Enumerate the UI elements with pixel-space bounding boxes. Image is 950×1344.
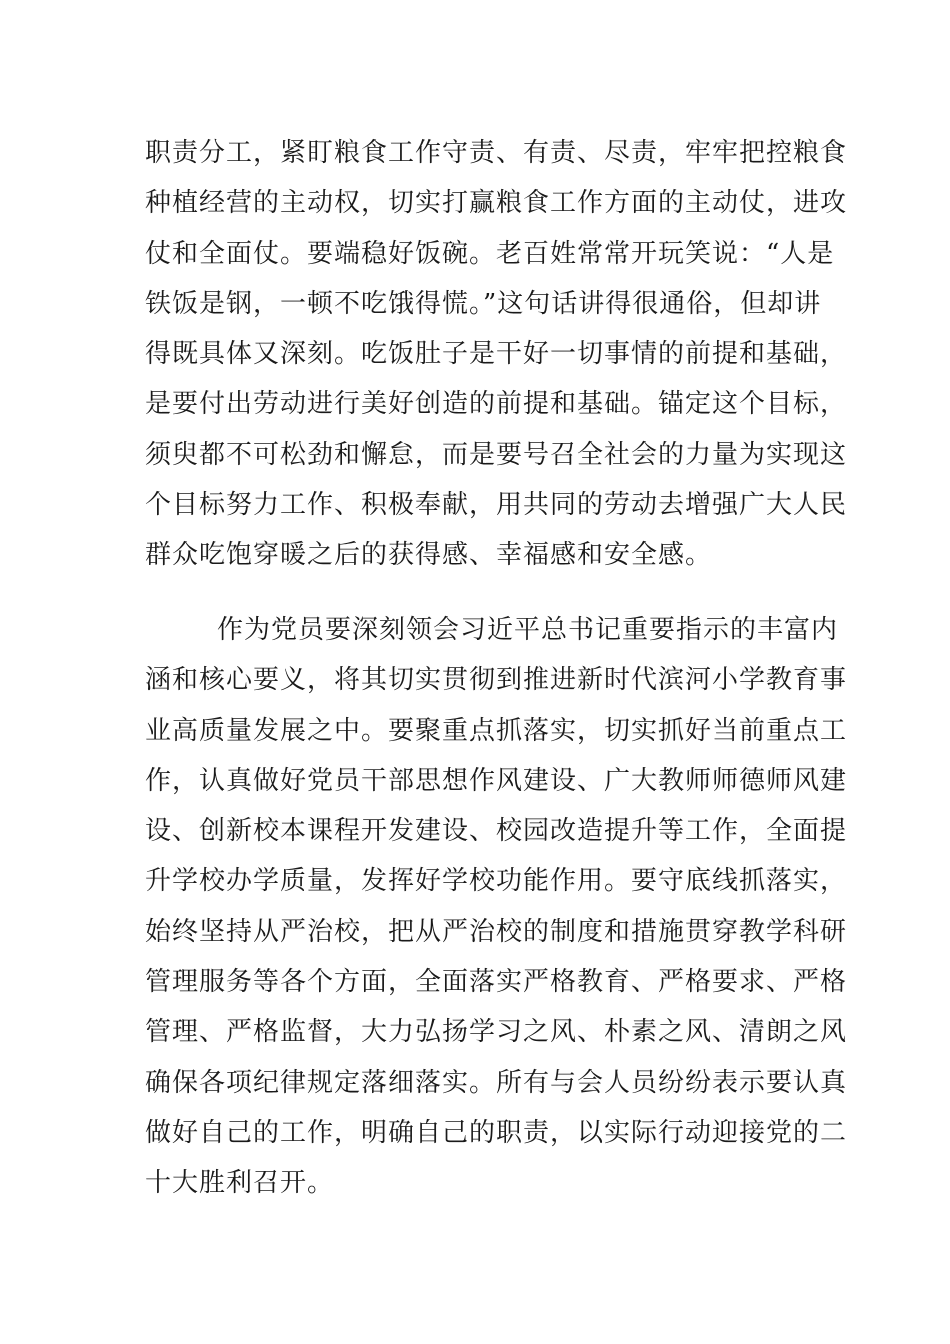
paragraph-line: 须臾都不可松劲和懈怠，而是要号召全社会的力量为实现这 <box>145 439 848 470</box>
paragraph-line: 确保各项纪律规定落细落实。所有与会人员纷纷表示要认真 <box>145 1067 848 1098</box>
paragraph-line: 作为党员要深刻领会习近平总书记重要指示的丰富内 <box>217 615 839 645</box>
paragraph-line: 群众吃饱穿暖之后的获得感、幸福感和安全感。 <box>145 540 713 571</box>
paragraph-line: 铁饭是钢，一顿不吃饿得慌。”这句话讲得很通俗，但却讲 <box>145 288 822 319</box>
paragraph-line: 是要付出劳动进行美好创造的前提和基础。锚定这个目标， <box>145 389 848 420</box>
paragraph-line: 作，认真做好党员干部思想作风建设、广大教师师德师风建 <box>145 765 848 796</box>
paragraph-line: 得既具体又深刻。吃饭肚子是干好一切事情的前提和基础， <box>145 339 848 370</box>
paragraph-line: 做好自己的工作，明确自己的职责，以实际行动迎接党的二 <box>145 1117 848 1148</box>
paragraph-line: 十大胜利召开。 <box>145 1168 335 1199</box>
paragraph-line: 涵和核心要义，将其切实贯彻到推进新时代滨河小学教育事 <box>145 665 848 696</box>
paragraph-line: 升学校办学质量，发挥好学校功能作用。要守底线抓落实， <box>145 866 848 897</box>
paragraph-2 <box>145 605 848 1209</box>
paragraph-line: 职责分工，紧盯粮食工作守责、有责、尽责，牢牢把控粮食 <box>145 138 848 168</box>
paragraph-line: 始终坚持从严治校，把从严治校的制度和措施贯穿教学科研 <box>145 916 848 947</box>
paragraph-line: 设、创新校本课程开发建设、校园改造提升等工作，全面提 <box>145 816 848 847</box>
paragraph-line: 管理、严格监督，大力弘扬学习之风、朴素之风、清朗之风 <box>145 1017 848 1048</box>
paragraph-line: 种植经营的主动权，切实打赢粮食工作方面的主动仗，进攻 <box>145 188 848 219</box>
paragraph-line: 个目标努力工作、积极奉献，用共同的劳动去增强广大人民 <box>145 490 848 521</box>
paragraph-line: 业高质量发展之中。要聚重点抓落实，切实抓好当前重点工 <box>145 715 848 746</box>
paragraph-line: 仗和全面仗。要端稳好饭碗。老百姓常常开玩笑说：“人是 <box>145 238 835 269</box>
paragraph-line: 管理服务等各个方面，全面落实严格教育、严格要求、严格 <box>145 967 848 998</box>
paragraph-1 <box>145 128 848 581</box>
